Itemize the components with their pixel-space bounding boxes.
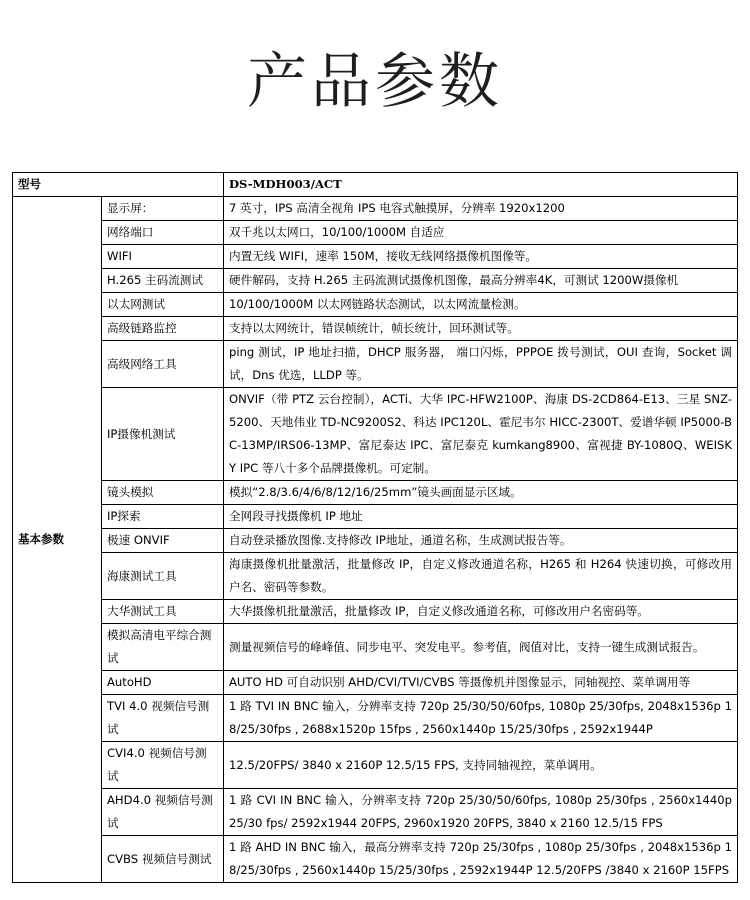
row-desc: 1 路 AHD IN BNC 输入，最高分辨率支持 720p 25/30fps , 1080p 25/30fps , 2048x1536p 18/25/30fps , 2560x1440p 15/25/30fps , 2592x1944P 12.5/20FPS /3840 x 2160P 15FPS xyxy=(224,836,738,883)
table-row xyxy=(13,505,738,529)
row-name: H.265 主码流测试 xyxy=(102,269,224,293)
row-desc: 7 英寸，IPS 高清全视角 IPS 电容式触摸屏，分辨率 1920x1200 xyxy=(224,197,738,221)
table-row xyxy=(13,481,738,505)
row-name: TVI 4.0 视频信号测试 xyxy=(102,695,224,742)
row-desc: 测量视频信号的峰峰值、同步电平、突发电平。参考值，阀值对比，支持一键生成测试报告。 xyxy=(224,624,738,671)
table-row xyxy=(13,553,738,600)
table-row xyxy=(13,197,738,221)
row-name: 模拟高清电平综合测试 xyxy=(102,624,224,671)
table-row xyxy=(13,695,738,742)
row-name: 高级链路监控 xyxy=(102,317,224,341)
row-desc: 10/100/1000M 以太网链路状态测试，以太网流量检测。 xyxy=(224,293,738,317)
table-row xyxy=(13,269,738,293)
category-label: 基本参数 xyxy=(13,197,102,883)
row-name: AHD4.0 视频信号测试 xyxy=(102,789,224,836)
row-desc: 自动登录播放图像.支持修改 IP地址，通道名称，生成测试报告等。 xyxy=(224,529,738,553)
row-name: 海康测试工具 xyxy=(102,553,224,600)
table-row xyxy=(13,388,738,481)
row-desc: 模拟“2.8/3.6/4/6/8/12/16/25mm”镜头画面显示区域。 xyxy=(224,481,738,505)
row-name: 镜头模拟 xyxy=(102,481,224,505)
row-desc: 支持以太网统计，错误帧统计，帧长统计，回环测试等。 xyxy=(224,317,738,341)
row-name: AutoHD xyxy=(102,671,224,695)
row-desc: ONVIF（带 PTZ 云台控制），ACTi、大华 IPC-HFW2100P、海康 DS-2CD864-E13、三星 SNZ-5200、天地伟业 TD-NC9200S2、科达 IPC120L、霍尼韦尔 HICC-2300T、爱谱华顿 IP5000-BC-13MP/IRS06-13MP、富尼泰达 IPC、富尼泰克 kumkang8900、富视捷 BY-1080Q、WEISKY IPC 等八十多个品牌摄像机。可定制。 xyxy=(224,388,738,481)
row-desc: 1 路 CVI IN BNC 输入，分辨率支持 720p 25/30/50/60fps, 1080p 25/30fps , 2560x1440p 25/30 fps/ 2592x1944 20FPS, 2960x1920 20FPS, 3840 x 2160 12.5/15 FPS xyxy=(224,789,738,836)
table-row xyxy=(13,742,738,789)
table-row xyxy=(13,836,738,883)
model-label: 型号 xyxy=(13,173,224,197)
table-row xyxy=(13,671,738,695)
row-desc: 双千兆以太网口，10/100/1000M 自适应 xyxy=(224,221,738,245)
row-name: 大华测试工具 xyxy=(102,600,224,624)
table-row xyxy=(13,624,738,671)
row-name: WIFI xyxy=(102,245,224,269)
row-desc: 全网段寻找摄像机 IP 地址 xyxy=(224,505,738,529)
row-desc: 12.5/20FPS/ 3840 x 2160P 12.5/15 FPS, 支持同轴视控，菜单调用。 xyxy=(224,742,738,789)
spec-table xyxy=(12,172,738,883)
table-row xyxy=(13,341,738,388)
row-desc: 1 路 TVI IN BNC 输入，分辨率支持 720p 25/30/50/60fps, 1080p 25/30fps, 2048x1536p 18/25/30fps , 2688x1520p 15fps , 2560x1440p 15/25/30fps , 2592x1944P xyxy=(224,695,738,742)
row-name: CVI4.0 视频信号测试 xyxy=(102,742,224,789)
table-row xyxy=(13,245,738,269)
table-row xyxy=(13,529,738,553)
table-row xyxy=(13,789,738,836)
row-name: 网络端口 xyxy=(102,221,224,245)
table-row xyxy=(13,600,738,624)
row-desc: 海康摄像机批量激活，批量修改 IP，自定义修改通道名称，H265 和 H264 快速切换，可修改用户名、密码等参数。 xyxy=(224,553,738,600)
row-name: 极速 ONVIF xyxy=(102,529,224,553)
row-desc: 大华摄像机批量激活，批量修改 IP，自定义修改通道名称，可修改用户名密码等。 xyxy=(224,600,738,624)
model-value: DS-MDH003/ACT xyxy=(224,173,738,197)
row-desc: 硬件解码，支持 H.265 主码流测试摄像机图像，最高分辨率4K，可测试 1200W摄像机 xyxy=(224,269,738,293)
row-name: CVBS 视频信号测试 xyxy=(102,836,224,883)
row-name: IP探索 xyxy=(102,505,224,529)
page-title: 产品参数 xyxy=(247,47,503,117)
table-header-row xyxy=(13,173,738,197)
table-row xyxy=(13,293,738,317)
row-name: 显示屏： xyxy=(102,197,224,221)
row-desc: 内置无线 WIFI，速率 150M，接收无线网络摄像机图像等。 xyxy=(224,245,738,269)
row-name: IP摄像机测试 xyxy=(102,388,224,481)
row-name: 以太网测试 xyxy=(102,293,224,317)
row-desc: AUTO HD 可自动识别 AHD/CVI/TVI/CVBS 等摄像机并图像显示，同轴视控、菜单调用等 xyxy=(224,671,738,695)
row-name: 高级网络工具 xyxy=(102,341,224,388)
row-desc: ping 测试，IP 地址扫描，DHCP 服务器， 端口闪烁，PPPOE 拨号测试，OUI 查询，Socket 调试，Dns 优选，LLDP 等。 xyxy=(224,341,738,388)
table-row xyxy=(13,317,738,341)
table-row xyxy=(13,221,738,245)
